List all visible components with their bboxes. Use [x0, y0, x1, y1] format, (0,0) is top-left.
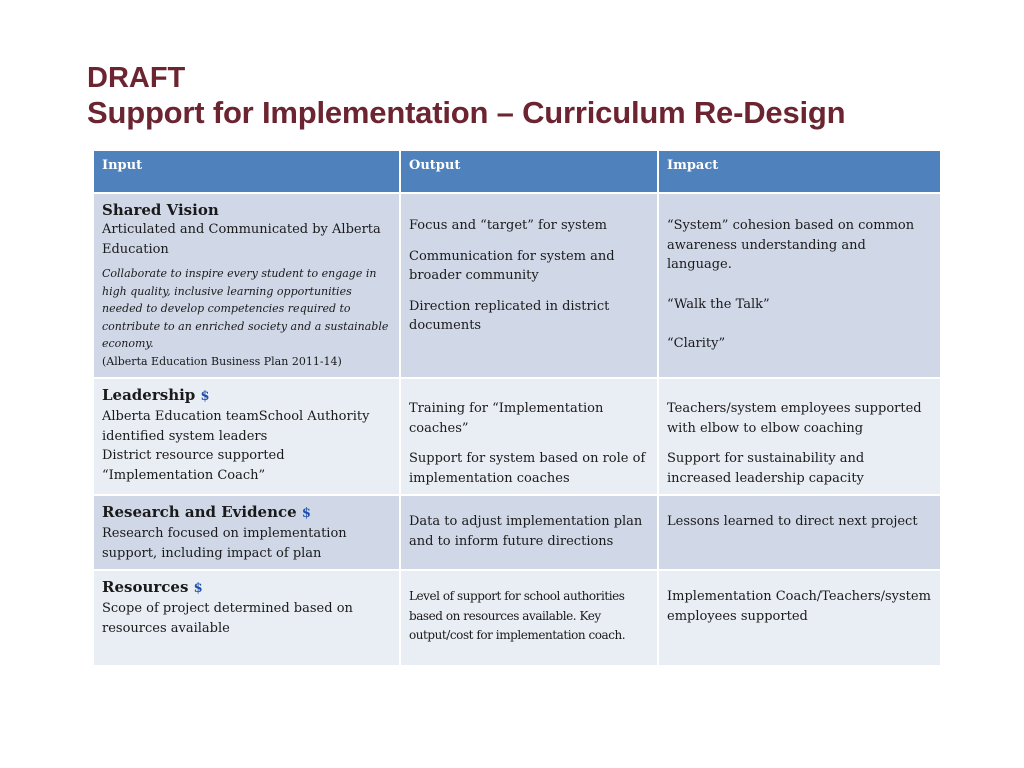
- cost-indicator: $: [193, 581, 203, 596]
- category-title: Research and Evidence $: [102, 503, 311, 521]
- draft-label: DRAFT: [87, 62, 186, 94]
- impact-cell: [659, 194, 940, 377]
- input-cell: [94, 496, 399, 569]
- output-cell: [401, 194, 657, 377]
- output-text: Direction replicated in district documents: [409, 298, 610, 333]
- impact-text: “Walk the Talk”: [667, 296, 770, 312]
- cost-indicator: $: [301, 506, 311, 521]
- impact-text: Implementation Coach/Teachers/system employees supported: [667, 589, 931, 624]
- impact-text: Support for sustainability and increased leadership capacity: [667, 451, 865, 486]
- table-row-resources: [94, 571, 940, 665]
- quote-source: (Alberta Education Business Plan 2011-14): [102, 354, 342, 368]
- vision-quote: Collaborate to inspire every student to engage in high quality, inclusive learning opportunities needed to develop competencies required to contribute to an enriched society and a sustainable economy.: [102, 267, 389, 350]
- output-text: Support for system based on role of implementation coaches: [409, 451, 646, 486]
- cost-indicator: $: [200, 389, 210, 404]
- impact-text: “System” cohesion based on common awareness understanding and language.: [667, 218, 915, 272]
- output-text: Level of support for school authorities based on resources available. Key output/cost for implementation coach.: [409, 589, 626, 642]
- input-text: District resource supported “Implementation Coach”: [102, 448, 285, 483]
- output-text: Focus and “target” for system: [409, 218, 607, 233]
- table-header-row: [94, 151, 940, 192]
- impact-text: “Clarity”: [667, 336, 726, 351]
- category-title: Leadership $: [102, 386, 210, 404]
- output-text: Communication for system and broader community: [409, 248, 615, 283]
- output-cell: [401, 379, 657, 494]
- table-row-shared-vision: [94, 194, 940, 377]
- input-text: Scope of project determined based on resources available: [102, 601, 353, 636]
- input-cell: [94, 194, 399, 377]
- category-title: Shared Vision: [102, 201, 219, 219]
- impact-cell: [659, 379, 940, 494]
- column-header-input: Input: [94, 151, 399, 192]
- column-header-impact: Impact: [659, 151, 940, 192]
- input-text: Articulated and Communicated by Alberta Education: [102, 222, 381, 257]
- input-cell: [94, 379, 399, 494]
- input-text: Research focused on implementation support, including impact of plan: [102, 526, 347, 561]
- impact-cell: [659, 571, 940, 665]
- impact-cell: [659, 496, 940, 569]
- category-title: Resources $: [102, 578, 203, 596]
- support-table: [92, 149, 942, 667]
- impact-text: Teachers/system employees supported with elbow to elbow coaching: [667, 401, 922, 436]
- column-header-output: Output: [401, 151, 657, 192]
- page-title: Support for Implementation – Curriculum Re-Design: [87, 95, 846, 130]
- output-cell: [401, 571, 657, 665]
- input-text: Alberta Education teamSchool Authority identified system leaders: [102, 409, 370, 444]
- table-row-leadership: [94, 379, 940, 494]
- input-cell: [94, 571, 399, 665]
- impact-text: Lessons learned to direct next project: [667, 514, 918, 529]
- table-row-research-evidence: [94, 496, 940, 569]
- page-titles: [87, 62, 845, 131]
- output-cell: [401, 496, 657, 569]
- output-text: Data to adjust implementation plan and to inform future directions: [409, 514, 643, 549]
- output-text: Training for “Implementation coaches”: [409, 401, 604, 436]
